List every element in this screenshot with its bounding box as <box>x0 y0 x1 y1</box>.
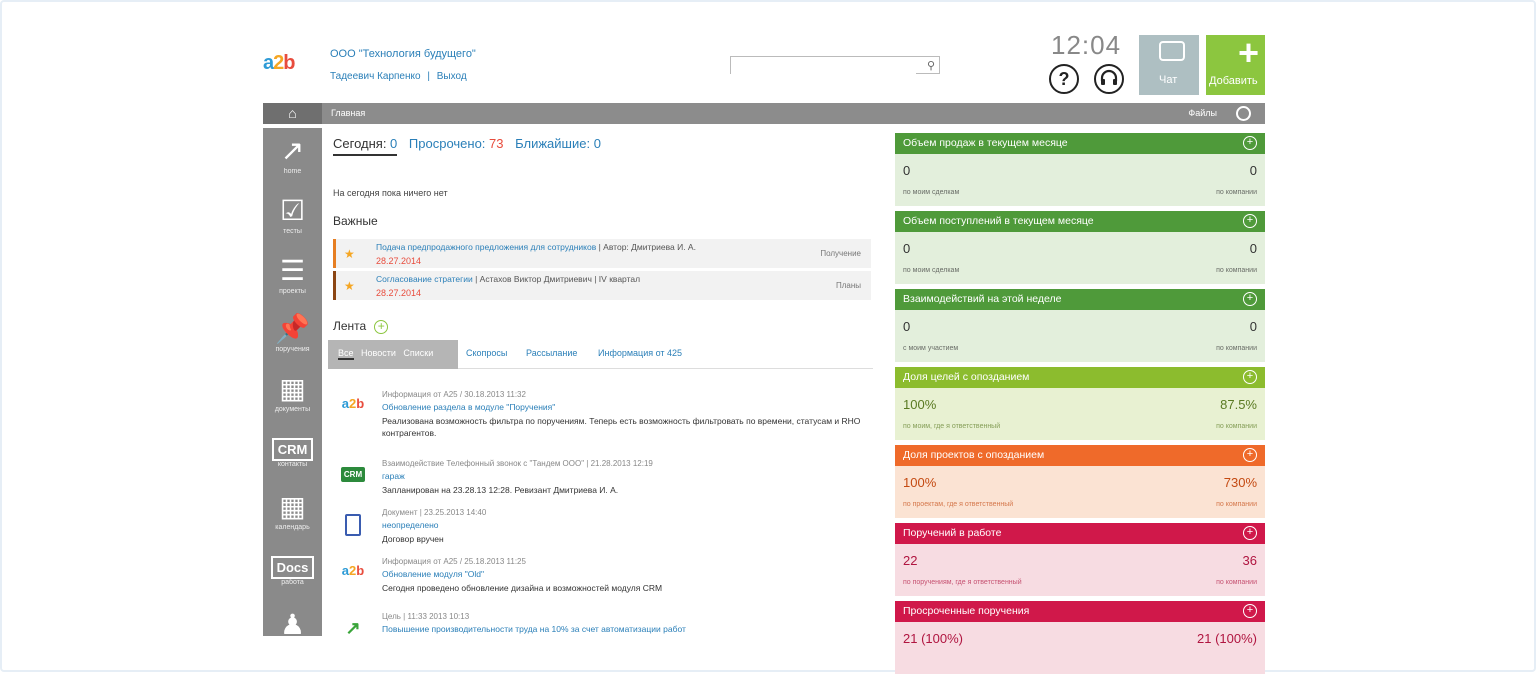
important-item-date: 28.27.2014 <box>376 288 422 298</box>
trend-icon: ↗ <box>345 618 361 638</box>
sidebar-item-documents[interactable] <box>263 366 322 424</box>
clipboard-icon <box>345 514 361 536</box>
add-button-label: Добавить <box>1209 75 1258 87</box>
feed-item-text: Реализована возможность фильтра по поручениям. Теперь есть возможность фильтровать по времени, статусам и RHO контрагентов. <box>382 416 861 438</box>
feed-item-link[interactable]: Повышение производительности труда на 10% за счет автоматизации работ <box>382 624 686 634</box>
kpi-caption-company: по компании <box>1216 345 1257 352</box>
kpi-value-company: 730% <box>1223 475 1257 490</box>
sidebar-item-label: тесты <box>283 228 302 235</box>
star-icon[interactable]: ★ <box>344 279 355 293</box>
empty-today-text: На сегодня пока ничего нет <box>333 188 448 198</box>
user-links-separator: | <box>427 71 430 82</box>
upcoming-count: 0 <box>593 136 601 151</box>
feed-item-text: Запланирован на 23.28.13 12:28. Ревизант Дмитриева И. А. <box>382 485 619 495</box>
feed-tab-group <box>328 340 458 369</box>
add-feed-icon[interactable]: + <box>374 320 388 334</box>
sidebar-item-label: календарь <box>275 524 310 531</box>
kpi-caption-personal: по моим сделкам <box>903 189 960 196</box>
expand-circle-icon[interactable]: + <box>1243 214 1257 228</box>
important-item-type: Планы <box>835 281 861 290</box>
crm-icon <box>333 465 373 482</box>
breadcrumb[interactable]: Главная <box>331 108 366 118</box>
main-column <box>333 136 873 638</box>
important-item-date: 28.27.2014 <box>376 256 422 266</box>
app-logo[interactable] <box>263 52 294 75</box>
kpi-value-company: 0 <box>1249 241 1257 256</box>
docs-icon: Docs <box>271 556 315 579</box>
today-count: 0 <box>390 136 398 151</box>
logo-part-2: 2 <box>273 52 284 74</box>
important-item-link[interactable]: Согласование стратегии <box>376 274 473 284</box>
files-link[interactable]: Файлы <box>1188 108 1217 118</box>
a2b-b: b <box>356 396 365 411</box>
expand-circle-icon[interactable]: + <box>1243 292 1257 306</box>
user-profile-icon[interactable] <box>1236 106 1251 121</box>
sidebar-item-assignments[interactable] <box>263 306 322 364</box>
a2b-a: a <box>341 396 350 411</box>
chat-button-label: Чат <box>1159 74 1178 86</box>
kpi-widget-header <box>895 211 1265 232</box>
support-headset-icon[interactable] <box>1094 64 1124 94</box>
sidebar-item-label: проекты <box>279 288 306 295</box>
kpi-value-company: 21 (100%) <box>1197 631 1257 646</box>
kpi-widget <box>895 289 1265 362</box>
crm-badge: CRM <box>341 467 365 482</box>
kpi-caption-company: по компании <box>1216 423 1257 430</box>
important-heading: Важные <box>333 214 378 228</box>
tab-mailings[interactable]: Рассылание <box>526 348 578 358</box>
kpi-widget-title: Объем поступлений в текущем месяце <box>903 215 1094 227</box>
add-button[interactable] <box>1206 32 1265 95</box>
pin-icon: 📌 <box>275 313 310 344</box>
sidebar-item-tasks[interactable] <box>263 188 322 246</box>
kpi-caption-personal: по моим, где я ответственный <box>903 423 1001 430</box>
sidebar-item-user[interactable] <box>263 602 322 660</box>
expand-circle-icon[interactable]: + <box>1243 136 1257 150</box>
help-icon[interactable]: ? <box>1049 64 1079 94</box>
kpi-value-personal: 0 <box>903 319 911 334</box>
kpi-widget <box>895 133 1265 206</box>
kpi-value-personal: 100% <box>903 475 937 490</box>
upcoming-label: Ближайшие: <box>515 136 594 151</box>
expand-circle-icon[interactable]: + <box>1243 370 1257 384</box>
kpi-value-company: 87.5% <box>1220 397 1257 412</box>
tab-questions[interactable]: Скопросы <box>466 348 508 358</box>
trend-chart-icon: ↗ <box>280 135 305 166</box>
kpi-value-company: 0 <box>1249 319 1257 334</box>
chat-bubble-icon <box>1159 41 1185 61</box>
sidebar-item-projects[interactable] <box>263 248 322 306</box>
kpi-value-personal: 0 <box>903 163 911 178</box>
company-name[interactable]: ООО "Технология будущего" <box>330 48 476 60</box>
kpi-caption-personal: с моим участием <box>903 345 959 352</box>
feed-item-link[interactable]: неопределено <box>382 520 439 530</box>
logo-part-b: b <box>283 52 295 74</box>
clock: 12:04 <box>1051 30 1122 60</box>
kpi-widget-title: Взаимодействий на этой неделе <box>903 293 1062 305</box>
calendar-icon: ▦ <box>279 491 306 522</box>
important-item[interactable] <box>333 271 871 300</box>
kpi-value-company: 0 <box>1249 163 1257 178</box>
important-item-details: | Астахов Виктор Дмитриевич | IV квартал <box>472 274 641 284</box>
kpi-widget <box>895 367 1265 440</box>
checklist-icon: ☑ <box>279 195 306 226</box>
kpi-widget-header <box>895 289 1265 310</box>
important-item-type: Получение <box>820 249 861 258</box>
tab-lists[interactable]: Списки <box>403 348 434 358</box>
feed-item-link[interactable]: Обновление раздела в модуле "Поручения" <box>382 402 556 412</box>
sidebar-item-crm[interactable] <box>263 426 322 484</box>
kpi-widget-header <box>895 367 1265 388</box>
feed-item-meta: Информация от A25 / 25.18.2013 11:25 <box>382 557 526 566</box>
kpi-widget <box>895 601 1265 674</box>
search-box <box>730 56 940 74</box>
task-summary <box>333 136 873 151</box>
search-icon[interactable]: ⚲ <box>926 60 935 72</box>
a2b-logo-icon <box>333 396 373 411</box>
feed-item-link[interactable]: Обновление модуля "Old" <box>382 569 485 579</box>
kpi-value-personal: 0 <box>903 241 911 256</box>
kpi-caption-company: по компании <box>1216 267 1257 274</box>
user-name-link[interactable]: Тадеевич Карпенко <box>330 71 421 82</box>
kpi-value-personal: 100% <box>903 397 937 412</box>
a2b-b: b <box>356 563 365 578</box>
tab-all[interactable]: Все <box>338 348 354 358</box>
kpi-widget-header <box>895 133 1265 154</box>
kpi-widget-title: Просроченные поручения <box>903 605 1030 617</box>
kpi-widget-title: Доля проектов с опозданием <box>903 449 1045 461</box>
important-item-details: | Автор: Дмитриева И. А. <box>596 242 696 252</box>
sidebar-item-label: поручения <box>275 346 310 353</box>
kpi-caption-personal: по моим сделкам <box>903 267 960 274</box>
feed-tabs <box>328 340 873 369</box>
sidebar <box>263 128 322 640</box>
sidebar-item-calendar[interactable] <box>263 484 322 542</box>
a2b-a: a <box>341 563 350 578</box>
expand-circle-icon[interactable]: + <box>1243 526 1257 540</box>
important-item-link[interactable]: Подача предпродажного предложения для сотрудников <box>376 242 597 252</box>
chat-button[interactable] <box>1139 35 1199 95</box>
sidebar-item-label: работа <box>281 579 304 586</box>
crm-icon: CRM <box>272 438 314 461</box>
logo-part-a: a <box>263 52 274 74</box>
kpi-widget-header <box>895 523 1265 544</box>
kpi-caption-company: по компании <box>1216 189 1257 196</box>
feed-item-meta: Документ | 23.25.2013 14:40 <box>382 508 487 517</box>
crm-app <box>263 28 1265 646</box>
sidebar-item-home[interactable] <box>263 128 322 186</box>
feed-title: Лента <box>333 319 367 333</box>
feed-item-text: Сегодня проведено обновление дизайна и возможностей модуля CRM <box>382 583 663 593</box>
sidebar-item-label: документы <box>274 406 311 413</box>
kpi-widget <box>895 211 1265 284</box>
user-links <box>330 71 467 82</box>
tab-news[interactable]: Новости <box>361 348 396 358</box>
tab-upcoming[interactable] <box>515 136 601 151</box>
kpi-widget-header <box>895 601 1265 622</box>
important-item[interactable] <box>333 239 871 268</box>
person-icon: ♟ <box>279 609 306 640</box>
important-item-title <box>376 274 640 284</box>
kpi-caption-personal: по проектам, где я ответственный <box>903 501 1014 508</box>
tab-info[interactable]: Информация от 425 <box>598 348 683 358</box>
overdue-label: Просрочено: <box>408 136 490 151</box>
kpi-caption-personal: по поручениям, где я ответственный <box>903 579 1022 586</box>
kpi-value-personal: 21 (100%) <box>903 631 963 646</box>
logout-link[interactable]: Выход <box>436 71 467 82</box>
kpi-value-company: 36 <box>1242 553 1257 568</box>
feed-item-meta: Информация от A25 / 30.18.2013 11:32 <box>382 390 526 399</box>
kpi-caption-company: по компании <box>1216 579 1257 586</box>
expand-circle-icon[interactable]: + <box>1243 604 1257 618</box>
today-label: Сегодня: <box>333 136 391 151</box>
kpi-widget-title: Доля целей с опозданием <box>903 371 1030 383</box>
kpi-widget <box>895 445 1265 518</box>
gantt-icon: ☰ <box>279 255 306 286</box>
tab-overdue[interactable] <box>409 136 504 151</box>
sidebar-item-label: контакты <box>277 461 308 468</box>
kpi-widget-title: Поручений в работе <box>903 527 1002 539</box>
feed-item-meta: Взаимодействие Телефонный звонок с "Тандем ООО" | 21.28.2013 12:19 <box>382 459 653 468</box>
feed-item-text: Договор вручен <box>382 534 444 544</box>
kpi-value-personal: 22 <box>903 553 918 568</box>
top-navbar <box>263 103 1265 124</box>
kpi-widget <box>895 523 1265 596</box>
important-item-title <box>376 242 696 252</box>
table-grid-icon: ▦ <box>279 373 306 404</box>
feed-item-link[interactable]: гараж <box>382 471 405 481</box>
document-icon <box>333 514 373 539</box>
a2b-2: 2 <box>349 396 357 411</box>
star-icon[interactable]: ★ <box>344 247 355 261</box>
expand-circle-icon[interactable]: + <box>1243 448 1257 462</box>
home-icon[interactable]: ⌂ <box>263 103 322 124</box>
overdue-count: 73 <box>489 136 504 151</box>
search-input[interactable] <box>731 60 916 76</box>
sidebar-item-docs[interactable] <box>263 544 322 602</box>
feed-heading <box>333 319 388 334</box>
plus-icon: + <box>1237 32 1259 73</box>
sidebar-item-label: home <box>283 168 302 175</box>
kpi-caption-company: по компании <box>1216 501 1257 508</box>
kpi-widget-header <box>895 445 1265 466</box>
kpi-widget-title: Объем продаж в текущем месяце <box>903 137 1068 149</box>
feed-item-meta: Цель | 11:33 2013 10:13 <box>382 612 470 621</box>
tab-today[interactable] <box>333 136 397 156</box>
a2b-logo-icon <box>333 563 373 578</box>
a2b-2: 2 <box>349 563 357 578</box>
